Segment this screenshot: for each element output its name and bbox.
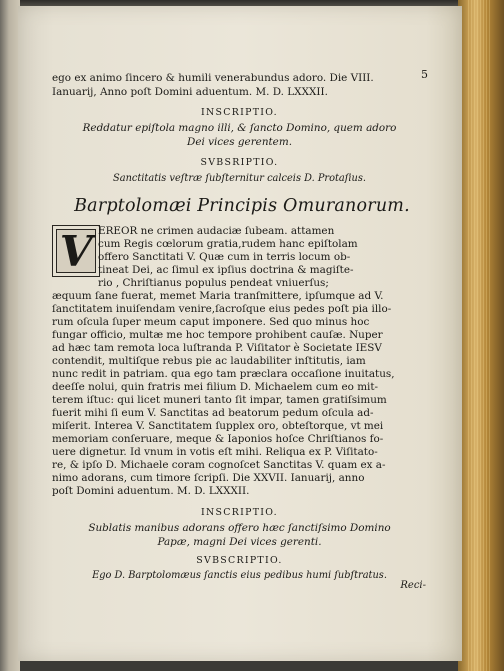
body-line: nunc redit in patriam. qua ego tam præclara occaſione inuitatus, (52, 368, 395, 380)
page-text (18, 6, 462, 661)
letter-heading: Barptolomæi Principis Omuranorum. (74, 196, 410, 216)
text-line: Ego D. Barptolomæus ſanctis eius pedibus humi ſubſtratus. (92, 570, 387, 581)
book-page (18, 6, 462, 661)
body-line: offero Sanctitati V. Quæ cum in terris locum ob- (98, 251, 351, 263)
text-line: Dei vices gerentem. (187, 136, 292, 148)
body-line: EREOR ne crimen audaciæ ſubeam. attamen (98, 225, 335, 237)
body-line: uere dignetur. Id vnum in votis eſt mihi. Reliqua ex P. Viſitato- (52, 446, 378, 458)
body-line: deeſſe nolui, quin fratris mei filium D. Michaelem cum eo mit- (52, 381, 379, 393)
text-line: Sublatis manibus adorans offero hæc ſanctiſsimo Domino (88, 522, 391, 534)
subscriptio-label: SVBSCRIPTIO. (196, 555, 283, 566)
body-line: ſanctitatem inuiſendam venire,ſacroſque eius pedes poſt pia illo- (52, 303, 392, 315)
body-line: memoriam conſeruare, meque & Iaponios hoſce Chriſtianos fo- (52, 433, 384, 445)
body-line: tineat Dei, ac ſimul ex ipſius doctrina & magiſte- (98, 264, 354, 276)
body-line: fungar officio, multæ me hoc tempore prohibent cauſæ. Nuper (52, 329, 383, 341)
body-line: rio , Chriſtianus populus pendeat vniuerſus; (98, 277, 329, 289)
body-line: ad hæc tam remota loca luſtranda P. Viſitator è Societate IESV (52, 342, 382, 354)
body-line: re, & ipſo D. Michaele coram cognoſcet Sanctitas V. quam ex a- (52, 459, 386, 471)
body-line: miſerit. Interea V. Sanctitatem ſupplex oro, obteſtorque, vt mei (52, 420, 384, 432)
body-line: æquum ſane fuerat, memet Maria tranſmittere, ipſumque ad V. (52, 290, 384, 302)
body-line: cum Regis cœlorum gratia,rudem hanc epiſtolam (98, 238, 358, 250)
book-left-edge (0, 0, 20, 671)
drop-cap-initial: V (52, 225, 100, 277)
body-line: poſt Domini aduentum. M. D. LXXXII. (52, 485, 250, 497)
body-line: rum oſcula ſuper meum caput imponere. Sed quo minus hoc (52, 316, 370, 328)
body-line: terem iſtuc: qui licet muneri tanto ſit impar, tamen gratiſsimum (52, 394, 387, 406)
inscriptio-label: INSCRIPTIO. (201, 507, 278, 518)
text-line: Reddatur epiſtola magno illi, & ſancto Domino, quem adoro (82, 122, 397, 134)
text-line: Ianuarij, Anno poſt Domini aduentum. M. D. LXXXII. (52, 86, 328, 98)
text-line: ego ex animo ſincero & humili venerabundus adoro. Die VIII. (52, 72, 374, 84)
text-line: Papæ, magni Dei vices gerenti. (157, 536, 322, 548)
body-line: fuerit mihi ſi eum V. Sanctitas ad beatorum pedum oſcula ad- (52, 407, 374, 419)
body-line: nimo adorans, cum timore ſcripſi. Die XXVII. Ianuarij, anno (52, 472, 365, 484)
text-line: Sanctitatis veſtræ ſubſternitur calceis D. Protaſius. (113, 173, 366, 184)
page-stack-edge (458, 0, 504, 671)
inscriptio-label: INSCRIPTIO. (201, 107, 278, 118)
page-number: 5 (421, 68, 428, 81)
subscriptio-label: SVBSRIPTIO. (200, 157, 279, 168)
body-line: contendit, multiſque rebus pie ac laudabiliter inſtitutis, iam (52, 355, 366, 367)
catchword: Reci- (400, 580, 426, 591)
